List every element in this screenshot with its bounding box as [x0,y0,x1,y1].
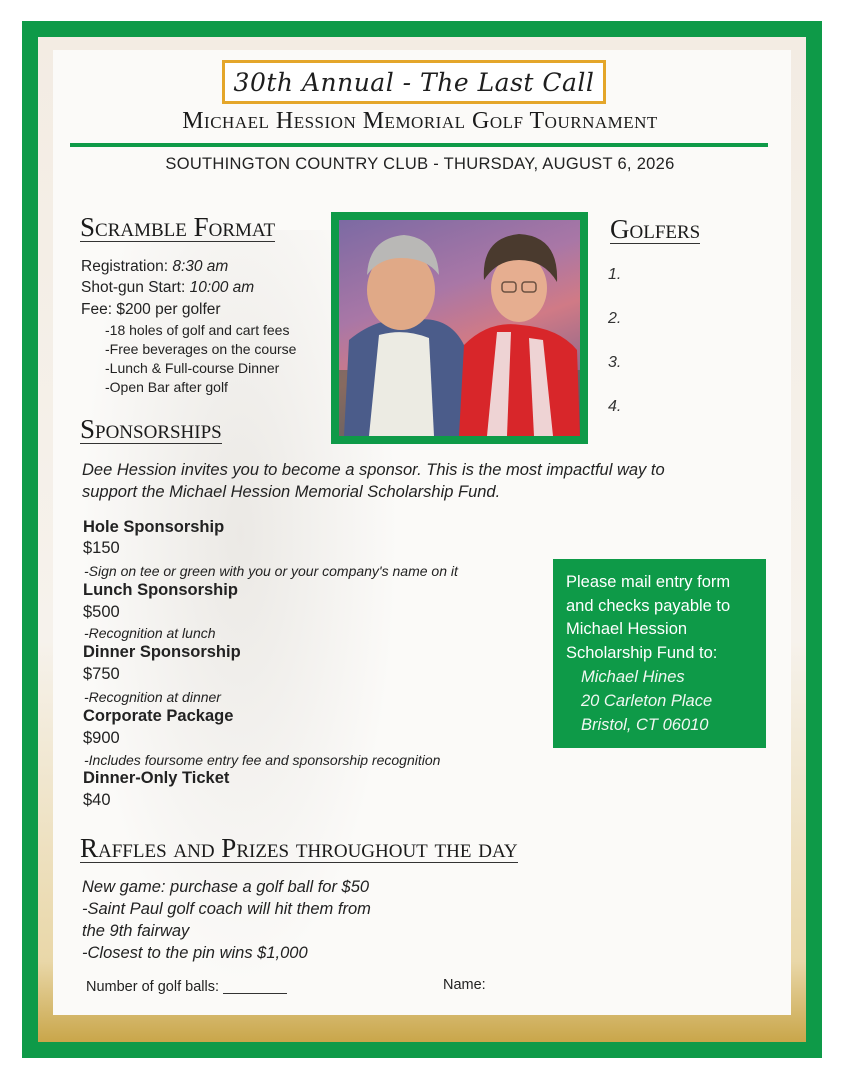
memorial-photo-frame [331,212,588,444]
sponsorships-heading: Sponsorships [80,414,222,444]
inclusion-item: -Lunch & Full-course Dinner [105,360,280,376]
raffle-line: -Saint Paul golf coach will hit them from [82,900,371,918]
name-field [443,977,486,993]
registration-time: 8:30 am [172,258,229,275]
shotgun-line [81,277,254,298]
tier-note: -Includes foursome entry fee and sponsorship recognition [84,752,441,768]
mail-line: Please mail entry form [566,573,731,591]
tier-name: Hole Sponsorship [83,518,225,536]
raffle-line: -Closest to the pin wins $1,000 [82,944,308,962]
address-line: Michael Hines [581,668,685,686]
fee-line: Fee: $200 per golfer [81,301,221,318]
inclusions-list [105,321,296,397]
address-line: Bristol, CT 06010 [581,716,709,734]
tier-name: Corporate Package [83,707,234,725]
name-label: Name: [443,977,486,993]
golfer-slot-3[interactable]: 3. [608,354,622,371]
inclusion-item: -Open Bar after golf [105,379,228,395]
registration-label: Registration: [81,258,169,275]
tier-name: Dinner Sponsorship [83,643,241,661]
tier-price: $40 [83,791,111,809]
mail-line: and checks payable to [566,596,731,615]
tier-note: -Recognition at lunch [84,625,216,641]
registration-line [81,256,228,277]
tier-name: Dinner-Only Ticket [83,769,230,787]
shotgun-time: 10:00 am [189,279,255,296]
tier-note: -Recognition at dinner [84,689,221,705]
raffle-line: New game: purchase a golf ball for $50 [82,878,370,896]
tier-price: $150 [83,539,120,557]
scramble-heading: Scramble Format [80,212,276,242]
tier-price: $900 [83,729,120,747]
venue-date: SOUTHINGTON COUNTRY CLUB - THURSDAY, AUGUST 6, 2026 [165,155,675,173]
tier-price: $750 [83,665,120,683]
golfer-slot-4[interactable]: 4. [608,398,622,415]
photo-illustration [339,220,580,436]
mail-line: Michael Hession [566,620,688,638]
golf-balls-label: Number of golf balls: [86,979,219,995]
golfer-slot-1[interactable]: 1. [608,266,622,283]
shotgun-label: Shot-gun Start: [81,279,186,296]
headline-box [222,60,606,104]
title-rule [70,143,768,147]
mail-instructions-box [553,559,766,748]
tier-name: Lunch Sponsorship [83,581,238,599]
mail-line: Scholarship Fund to: [566,643,718,662]
headline-text: 30th Annual - The Last Call [233,68,595,97]
golf-balls-field [86,979,287,995]
golfer-slot-2[interactable]: 2. [608,310,622,327]
golf-balls-input-line[interactable] [223,993,287,994]
tier-note: -Sign on tee or green with you or your company's name on it [84,563,458,579]
inclusion-item: -18 holes of golf and cart fees [105,322,290,338]
tier-price: $500 [83,603,120,621]
tournament-title: Michael Hession Memorial Golf Tournament [182,108,658,134]
memorial-photo [339,220,580,436]
raffle-line: the 9th fairway [82,922,190,940]
inclusion-item: -Free beverages on the course [105,341,297,357]
raffles-details [82,876,371,964]
raffles-heading: Raffles and Prizes throughout the day [80,833,518,863]
golfers-heading: Golfers [610,214,701,244]
address-line: 20 Carleton Place [581,692,713,710]
sponsorship-intro: Dee Hession invites you to become a sponsor. This is the most impactful way to support the Michael Hession Memorial Scholarship Fund. [82,461,665,501]
